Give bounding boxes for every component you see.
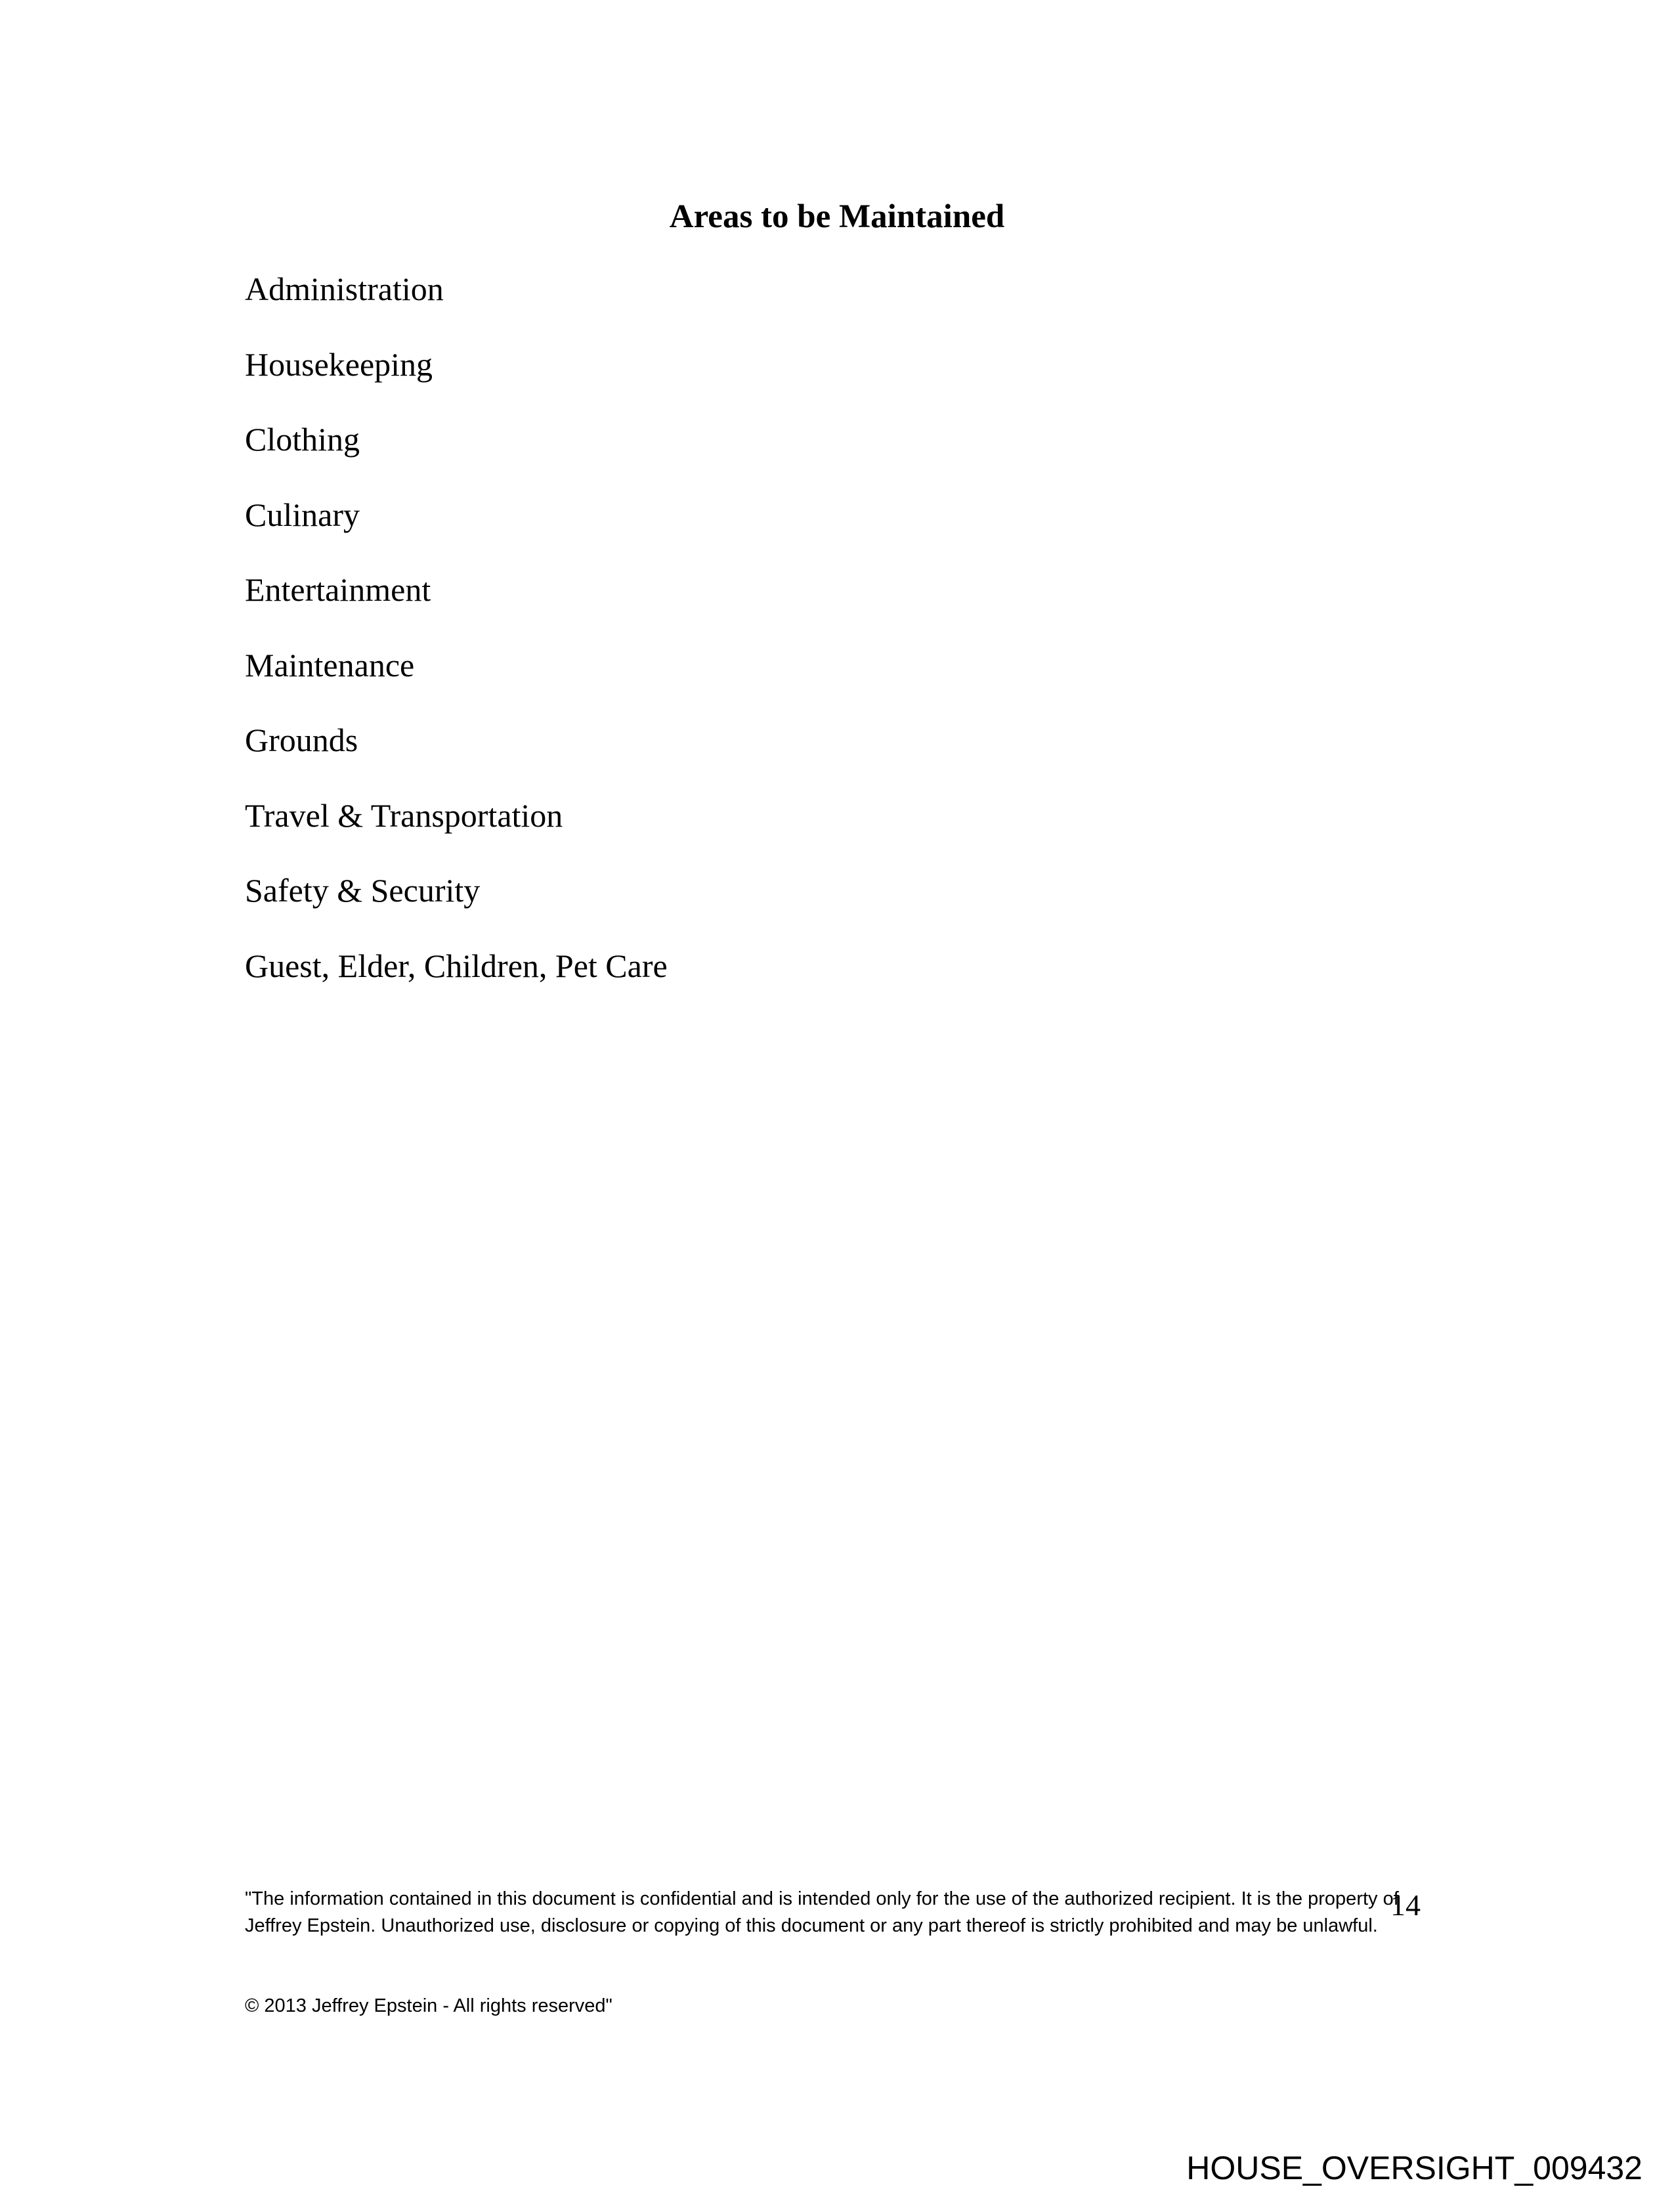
area-maintenance: Maintenance [245,646,415,683]
area-housekeeping: Housekeeping [245,345,433,383]
area-travel-transportation: Travel & Transportation [245,796,563,834]
area-grounds: Grounds [245,722,358,758]
bates-number: HOUSE_OVERSIGHT_009432 [1186,2150,1642,2186]
area-culinary: Culinary [245,496,360,533]
area-administration: Administration [245,271,444,307]
area-entertainment: Entertainment [245,571,431,608]
copyright-notice: © 2013 Jeffrey Epstein - All rights reserved" [245,1995,612,2016]
area-guest-elder-children-pet-care: Guest, Elder, Children, Pet Care [245,947,668,984]
area-safety-security: Safety & Security [245,872,481,909]
confidentiality-notice: "The information contained in this document is confidential and is intended only for the use of the authorized recipient. It is the property of Jeffrey Epstein. Unauthorized use, disclosure or copying of this document or any part thereof is strictly prohibited and may be unlawful. [245,1888,1399,1936]
areas-list [245,268,668,1020]
page-title: Areas to be Maintained [669,198,1005,235]
area-clothing: Clothing [245,421,360,458]
page-number: 14 [1390,1888,1421,1922]
